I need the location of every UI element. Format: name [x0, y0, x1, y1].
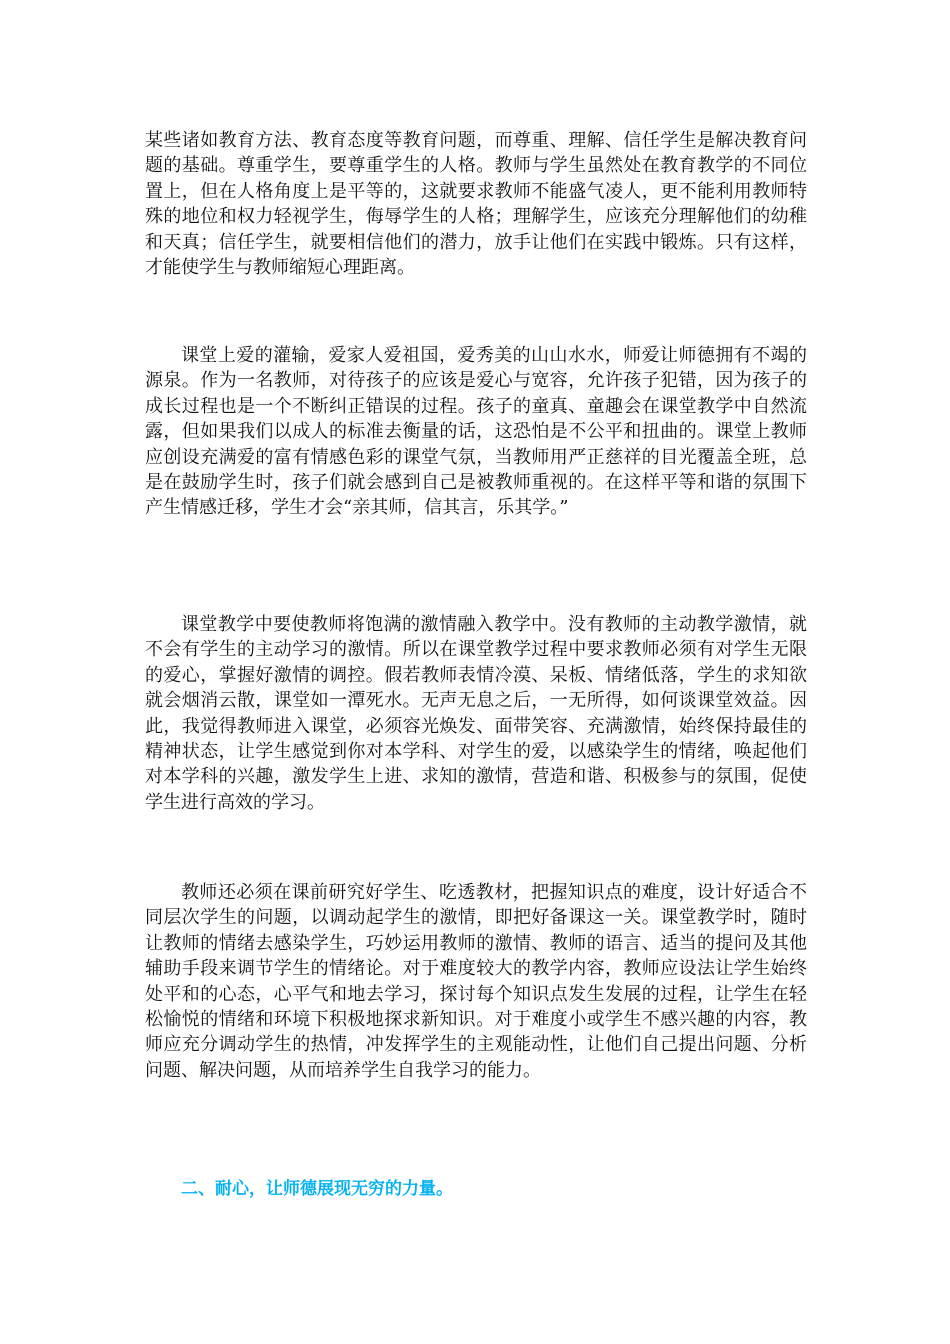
paragraph-teaching-passion: 课堂教学中要使教师将饱满的激情融入教学中。没有教师的主动教学激情，就不会有学生的主动学习的激情。所以在课堂教学过程中要求教师必须有对学生无限的爱心，掌握好激情的调控。假若教师表情冷漠、呆板、情绪低落，学生的求知欲就会烟消云散，课堂如一潭死水。无声无息之后，一无所得，如何谈课堂效益。因此，我觉得教师进入课堂，必须容光焕发、面带笑容、充满激情，始终保持最佳的精神状态，让学生感觉到你对本学科、对学生的爱，以感染学生的情绪，唤起他们对本学科的兴趣，激发学生上进、求知的激情，营造和谐、积极参与的氛围，促使学生进行高效的学习。 — [145, 614, 807, 813]
paragraph-love-in-classroom: 课堂上爱的灌输，爱家人爱祖国，爱秀美的山山水水，师爱让师德拥有不竭的源泉。作为一名教师，对待孩子的应该是爱心与宽容，允许孩子犯错，因为孩子的成长过程也是一个不断纠正错误的过程。孩子的童真、童趣会在课堂教学中自然流露，但如果我们以成人的标准去衡量的话，这恐怕是不公平和扭曲的。课堂上教师应创设充满爱的富有情感色彩的课堂气氛，当教师用严正慈祥的目光覆盖全班，总是在鼓励学生时，孩子们就会感到自己是被教师重视的。在这样平等和谐的氛围下产生情感迁移，学生才会“亲其师，信其言，乐其学。” — [145, 345, 807, 519]
paragraph-respect-students: 某些诸如教育方法、教育态度等教育问题，而尊重、理解、信任学生是解决教育问题的基础。尊重学生，要尊重学生的人格。教师与学生虽然处在教育教学的不同位置上，但在人格角度上是平等的，这就要求教师不能盛气凌人，更不能利用教师特殊的地位和权力轻视学生，侮辱学生的人格；理解学生，应该充分理解他们的幼稚和天真；信任学生，就要相信他们的潜力，放手让他们在实践中锻炼。只有这样，才能使学生与教师缩短心理距离。 — [145, 130, 807, 279]
paragraph-lesson-preparation: 教师还必须在课前研究好学生、吃透教材，把握知识点的难度，设计好适合不同层次学生的问题，以调动起学生的激情，即把好备课这一关。课堂教学时，随时让教师的情绪去感染学生，巧妙运用教师的激情、教师的语言、适当的提问及其他辅助手段来调节学生的情绪论。对于难度较大的教学内容，教师应设法让学生始终处平和的心态，心平气和地去学习，探讨每个知识点发生发展的过程，让学生在轻松愉悦的情绪和环境下积极地探求新知识。对于难度小或学生不感兴趣的内容，教师应充分调动学生的热情，冲发挥学生的主观能动性，让他们自己提出问题、分析问题、解决问题，从而培养学生自我学习的能力。 — [145, 882, 807, 1081]
section-heading-patience: 二、耐心，让师德展现无穷的力量。 — [181, 1179, 453, 1199]
